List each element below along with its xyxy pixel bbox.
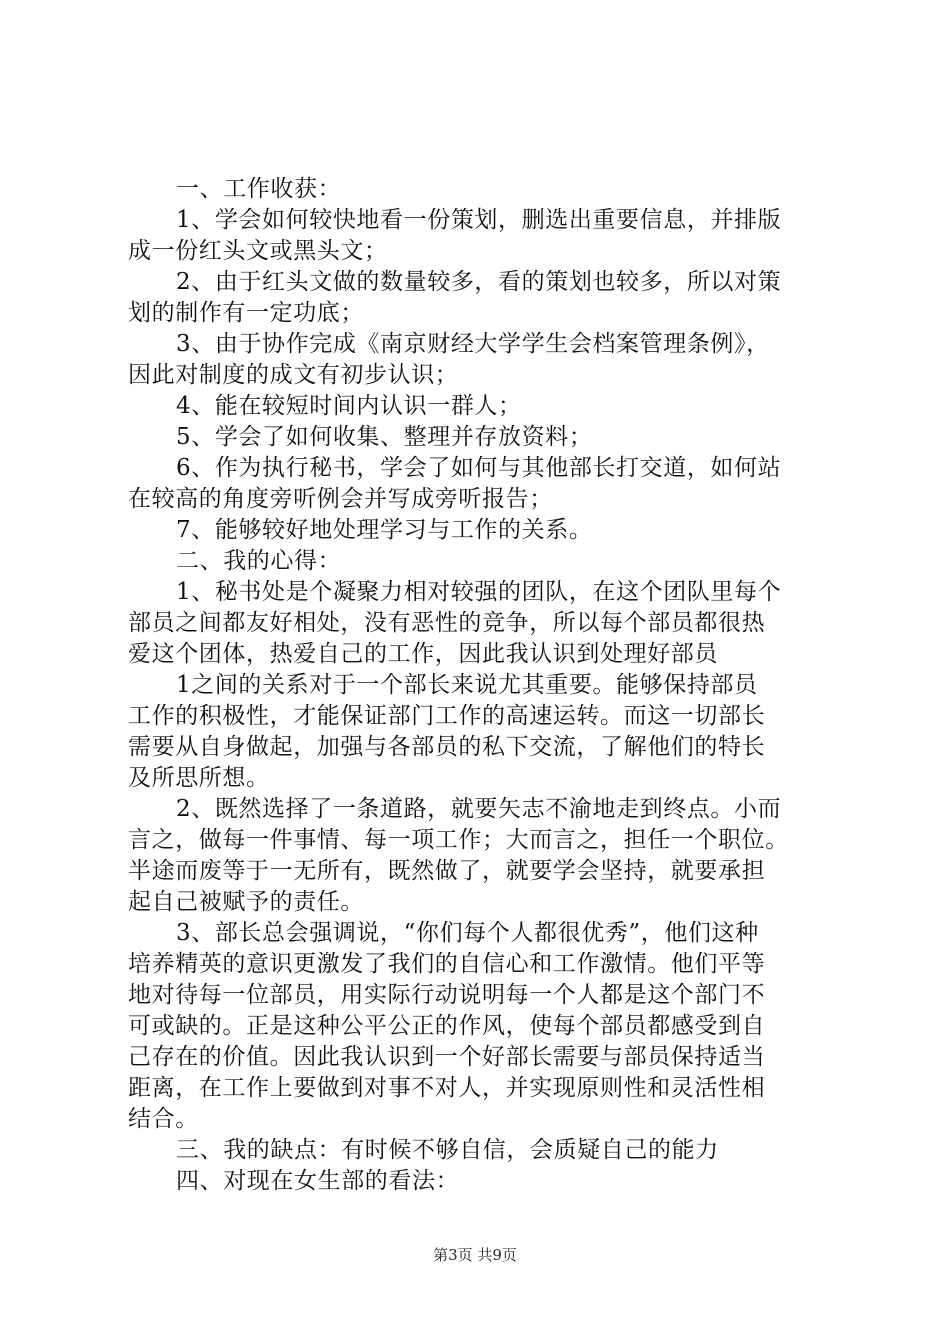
paragraph-line: 5、学会了如何收集、整理并存放资料； <box>176 424 593 450</box>
paragraph-line: 成一份红头文或黑头文； <box>128 238 388 264</box>
paragraph-line: 爱这个团体，热爱自己的工作，因此我认识到处理好部员 <box>128 641 718 667</box>
section-heading-1: 一、工作收获： <box>176 176 342 202</box>
paragraph-line: 4、能在较短时间内认识一群人； <box>176 393 522 419</box>
section-heading-2: 二、我的心得： <box>176 548 342 574</box>
paragraph-line: 部员之间都友好相处，没有恶性的竞争，所以每个部员都很热 <box>128 610 766 636</box>
paragraph-line: 起自己被赋予的责任。 <box>128 889 364 915</box>
paragraph-line: 划的制作有一定功底； <box>128 300 364 326</box>
paragraph-line: 3、部长总会强调说，“你们每个人都很优秀”，他们这种 <box>176 920 759 946</box>
paragraph-line: 1、秘书处是个凝聚力相对较强的团队，在这个团队里每个 <box>176 579 782 605</box>
paragraph-line: 6、作为执行秘书，学会了如何与其他部长打交道，如何站 <box>176 455 782 481</box>
paragraph-line: 3、由于协作完成《南京财经大学学生会档案管理条例》， <box>176 331 770 357</box>
paragraph-line: 1之间的关系对于一个部长来说尤其重要。能够保持部员 <box>176 672 758 698</box>
paragraph-line: 2、既然选择了一条道路，就要矢志不渝地走到终点。小而 <box>176 796 782 822</box>
paragraph-line: 需要从自身做起，加强与各部员的私下交流，了解他们的特长 <box>128 734 766 760</box>
page-number-footer: 第3页 共9页 <box>433 1246 517 1264</box>
paragraph-line: 2、由于红头文做的数量较多，看的策划也较多，所以对策 <box>176 269 782 295</box>
paragraph-line: 7、能够较好地处理学习与工作的关系。 <box>176 517 593 543</box>
paragraph-line: 在较高的角度旁听例会并写成旁听报告； <box>128 486 553 512</box>
paragraph-line: 工作的积极性，才能保证部门工作的高速运转。而这一切部长 <box>128 703 766 729</box>
section-heading-4: 四、对现在女生部的看法： <box>176 1168 460 1194</box>
paragraph-line: 及所思所想。 <box>128 765 270 791</box>
paragraph-line: 地对待每一位部员，用实际行动说明每一个人都是这个部门不 <box>128 982 766 1008</box>
paragraph-line: 因此对制度的成文有初步认识； <box>128 362 459 388</box>
paragraph-line: 培养精英的意识更激发了我们的自信心和工作激情。他们平等 <box>128 951 766 977</box>
paragraph-line: 言之，做每一件事情、每一项工作；大而言之，担任一个职位。 <box>128 827 789 853</box>
paragraph-line: 1、学会如何较快地看一份策划，删选出重要信息，并排版 <box>176 207 782 233</box>
paragraph-line: 结合。 <box>128 1106 199 1132</box>
paragraph-line: 半途而废等于一无所有，既然做了，就要学会坚持，就要承担 <box>128 858 766 884</box>
paragraph-line: 己存在的价值。因此我认识到一个好部长需要与部员保持适当 <box>128 1044 766 1070</box>
paragraph-line: 可或缺的。正是这种公平公正的作风，使每个部员都感受到自 <box>128 1013 766 1039</box>
document-body <box>128 174 828 1197</box>
paragraph-line: 距离，在工作上要做到对事不对人，并实现原则性和灵活性相 <box>128 1075 766 1101</box>
section-heading-3: 三、我的缺点：有时候不够自信，会质疑自己的能力 <box>176 1137 719 1163</box>
